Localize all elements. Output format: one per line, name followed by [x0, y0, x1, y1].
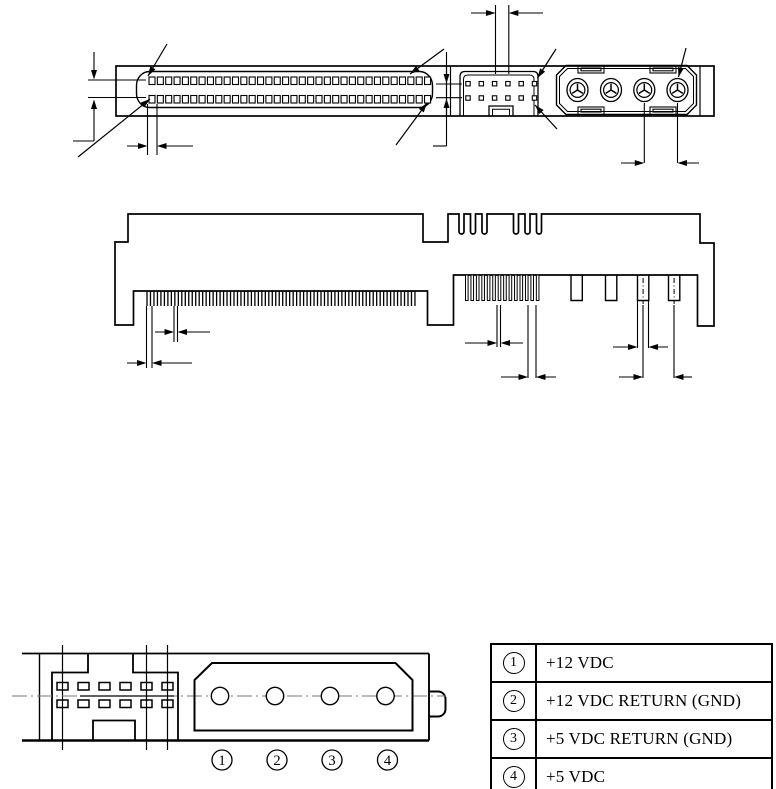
interface-pin [191, 77, 197, 85]
interface-pin [308, 77, 314, 85]
svg-text:1: 1 [218, 753, 226, 769]
interface-pin [400, 77, 406, 85]
socket-contact [644, 90, 649, 93]
arrowhead [538, 68, 546, 78]
arrowhead [138, 143, 148, 149]
interface-pin [425, 96, 431, 104]
socket-contact [606, 90, 611, 93]
interface-pin [182, 77, 188, 85]
interface-pin [374, 96, 380, 104]
interface-pin [341, 96, 347, 104]
jumper-pin-detail [99, 683, 110, 691]
interface-pin [349, 77, 355, 85]
power-pin-callout-3 [322, 750, 342, 770]
arrowhead [137, 360, 147, 366]
power-connector-detail [0, 610, 480, 789]
table-row [491, 644, 772, 682]
interface-pin [258, 96, 264, 104]
interface-pin [233, 96, 239, 104]
arrowhead [519, 374, 529, 380]
jumper-pin-detail [120, 700, 131, 708]
jumper-edge-tooth [531, 275, 534, 301]
power-socket [667, 79, 688, 102]
jumper-edge-tooth [476, 275, 479, 301]
svg-text:4: 4 [383, 753, 392, 769]
jumper-pin [492, 82, 496, 86]
jumper-pin [532, 96, 536, 100]
arrowhead [165, 329, 175, 335]
arrowhead [501, 340, 511, 346]
interface-pin [324, 96, 330, 104]
table-row [491, 720, 772, 758]
jumper-pin [466, 96, 470, 100]
jumper-edge-tooth [487, 275, 490, 301]
dimension-reference-lines [63, 645, 168, 750]
drive-body-outline [116, 66, 714, 116]
interface-pin [358, 77, 364, 85]
interface-pin [258, 77, 264, 85]
interface-pin [274, 96, 280, 104]
arrowhead [678, 160, 688, 166]
power-socket [601, 79, 622, 102]
jumper-edge-tooth [498, 275, 501, 301]
interface-pin [174, 77, 180, 85]
interface-pin [182, 96, 188, 104]
interface-pin [324, 77, 330, 85]
jumper-pin [532, 82, 536, 86]
drive-bottom-outline [115, 214, 714, 326]
power-pin-callout-4 [378, 750, 398, 770]
interface-pin [366, 96, 372, 104]
interface-pin [408, 77, 414, 85]
power-pin-callouts [212, 750, 398, 770]
interface-pin [308, 96, 314, 104]
power-pin-callout-1 [212, 750, 232, 770]
arrowhead [649, 344, 659, 350]
socket-contact [572, 90, 577, 93]
power-socket [567, 79, 588, 102]
table-row [491, 682, 772, 720]
signal-cell: +12 VDC RETURN (GND) [536, 682, 772, 720]
arrowhead [444, 74, 450, 84]
interface-pin [374, 77, 380, 85]
signal-cell: +5 VDC RETURN (GND) [536, 720, 772, 758]
svg-text:3: 3 [328, 753, 336, 769]
arrowhead [91, 100, 97, 110]
arrowhead [157, 143, 167, 149]
arrowhead [488, 340, 498, 346]
jumper-edge-teeth [466, 275, 539, 301]
jumper-edge-tooth [493, 275, 496, 301]
arrowhead [628, 344, 638, 350]
pin-number-cell [491, 720, 536, 758]
socket-contact [678, 90, 683, 93]
interface-pin [166, 77, 172, 85]
interface-pin [224, 77, 230, 85]
interface-pin [199, 96, 205, 104]
jumper-edge-tooth [466, 275, 469, 301]
interface-pin [383, 77, 389, 85]
jumper-pin [519, 96, 523, 100]
interface-pin [416, 77, 422, 85]
dimension-annotations-bottom [127, 301, 692, 380]
interface-pin [341, 77, 347, 85]
arrowhead [91, 70, 97, 80]
interface-pin [283, 96, 289, 104]
jumper-edge-tooth [471, 275, 474, 301]
socket-contact [672, 90, 677, 93]
interface-pin [157, 96, 163, 104]
interface-pin [157, 77, 163, 85]
interface-pin [416, 96, 422, 104]
power-socket-hole [266, 687, 283, 704]
pin-number-badge: 4 [503, 766, 525, 788]
interface-pin [333, 96, 339, 104]
jumper-block-detail [52, 654, 178, 741]
arrowhead [486, 10, 496, 16]
interface-pin [224, 96, 230, 104]
interface-edge-teeth [147, 291, 415, 306]
arrowhead [635, 160, 645, 166]
jumper-pin [479, 82, 483, 86]
arrowhead [178, 329, 188, 335]
interface-pin [391, 77, 397, 85]
power-pinout-table [490, 643, 773, 789]
power-prong [606, 275, 617, 301]
signal-cell: +5 VDC [536, 758, 772, 789]
interface-pin [216, 77, 222, 85]
interface-pin [199, 77, 205, 85]
signal-cell: +12 VDC [536, 644, 772, 682]
interface-pin [291, 77, 297, 85]
jumper-edge-tooth [536, 275, 539, 301]
drive-bottom-view [0, 195, 776, 395]
jumper-edge-tooth [525, 275, 528, 301]
interface-pin [366, 77, 372, 85]
jumper-pin-detail [99, 700, 110, 708]
interface-pin [358, 96, 364, 104]
jumper-edge-tooth [482, 275, 485, 301]
jumper-edge-tooth [504, 275, 507, 301]
socket-contact [611, 90, 616, 93]
arrowhead [509, 10, 519, 16]
interface-pin-grid [149, 77, 431, 103]
jumper-pin-grid [466, 82, 537, 101]
interface-pin [207, 77, 213, 85]
jumper-pin [466, 82, 470, 86]
interface-pin [299, 77, 305, 85]
interface-pin [283, 77, 289, 85]
jumper-pin [506, 82, 510, 86]
arrowhead [536, 374, 546, 380]
pin-number-badge: 2 [503, 690, 525, 712]
pin-number-cell [491, 758, 536, 789]
arrowhead [674, 374, 684, 380]
interface-pin [191, 96, 197, 104]
interface-pin [316, 77, 322, 85]
interface-pin [216, 96, 222, 104]
svg-text:2: 2 [273, 753, 281, 769]
interface-pin [207, 96, 213, 104]
arrowhead [444, 99, 450, 109]
power-prong-group [571, 275, 680, 304]
power-socket-hole [321, 687, 338, 704]
interface-pin [166, 96, 172, 104]
power-mount-tabs [578, 66, 676, 115]
jumper-pin [506, 96, 510, 100]
jumper-pin [492, 96, 496, 100]
arrowhead [678, 67, 684, 77]
interface-pin [266, 77, 272, 85]
interface-pin [391, 96, 397, 104]
interface-pin [408, 96, 414, 104]
interface-pin [333, 77, 339, 85]
interface-pin [291, 96, 297, 104]
interface-pin [425, 77, 431, 85]
pin-number-badge: 3 [503, 728, 525, 750]
interface-pin [249, 77, 255, 85]
power-socket-hole [211, 687, 228, 704]
jumper-edge-tooth [520, 275, 523, 301]
jumper-edge-tooth [515, 275, 518, 301]
power-socket-hole [377, 687, 394, 704]
socket-contact [639, 90, 644, 93]
arrowhead [410, 66, 419, 74]
interface-pin [400, 96, 406, 104]
interface-pin [349, 96, 355, 104]
jumper-edge-tooth [509, 275, 512, 301]
arrowhead [152, 360, 162, 366]
jumper-pin-detail [120, 683, 131, 691]
interface-pin [299, 96, 305, 104]
interface-pin [249, 96, 255, 104]
interface-pin [274, 77, 280, 85]
pin-number-badge: 1 [503, 652, 525, 674]
power-prong [571, 275, 582, 301]
jumper-pin-detail [78, 700, 89, 708]
power-pin-callout-2 [267, 750, 287, 770]
drive-rear-view [0, 0, 776, 200]
interface-pin [174, 96, 180, 104]
pin-number-cell [491, 644, 536, 682]
arrowhead [634, 374, 644, 380]
power-socket-group [567, 79, 688, 102]
power-socket [634, 79, 655, 102]
interface-pin [383, 96, 389, 104]
jumper-pin-grid-detail [57, 683, 173, 708]
interface-pin [266, 96, 272, 104]
table-row [491, 758, 772, 789]
strip-side-bump [429, 692, 446, 717]
interface-pin [149, 77, 155, 85]
jumper-pin [519, 82, 523, 86]
power-connector-face [557, 66, 697, 115]
interface-pin [241, 77, 247, 85]
interface-pin [316, 96, 322, 104]
jumper-pin [479, 96, 483, 100]
jumper-panel [460, 72, 538, 117]
pin-number-cell [491, 682, 536, 720]
jumper-pin-detail [78, 683, 89, 691]
socket-contact [578, 90, 583, 93]
interface-pin [233, 77, 239, 85]
interface-pin [241, 96, 247, 104]
